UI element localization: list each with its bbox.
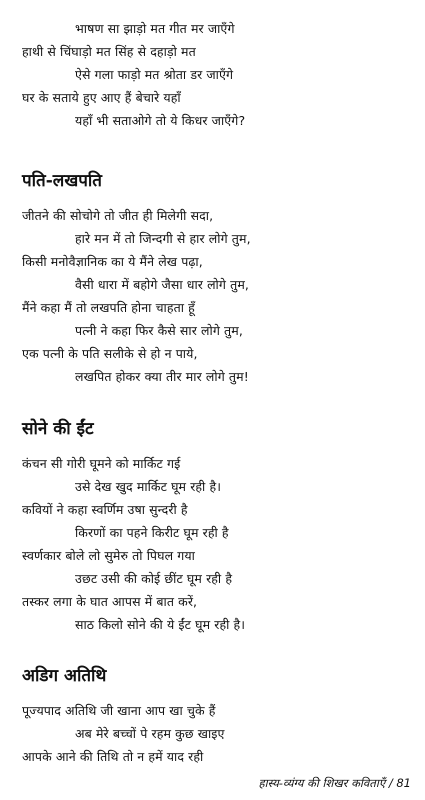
poem-line: लखपित होकर क्या तीर मार लोगे तुम! bbox=[75, 369, 249, 384]
poem-line: आपके आने की तिथि तो न हमें याद रही bbox=[22, 749, 204, 764]
poem-line: ऐसे गला फाड़ो मत श्रोता डर जाएँगे bbox=[75, 67, 234, 82]
poem-line: भाषण सा झाड़ो मत गीत मर जाएँगे bbox=[75, 21, 235, 36]
poem-line: मैंने कहा मैं तो लखपति होना चाहता हूँ bbox=[22, 300, 195, 315]
poem-line: पत्नी ने कहा फिर कैसे सार लोगे तुम, bbox=[75, 323, 243, 338]
poem-line: उछट उसी की कोई छींट घूम रही है bbox=[75, 571, 233, 586]
poem-line: पूज्यपाद अतिथि जी खाना आप खा चुके हैं bbox=[22, 703, 216, 718]
poem-line: उसे देख खुद मार्किट घूम रही है। bbox=[75, 479, 222, 494]
page-footer: हास्य-व्यंग्य की शिखर कविताएँ / 81 bbox=[258, 776, 411, 790]
poem-title: सोने की ईंट bbox=[22, 419, 94, 439]
poem-line: कवियों ने कहा स्वर्णिम उषा सुन्दरी है bbox=[22, 502, 188, 517]
poem-line: किसी मनोवैज्ञानिक का ये मैंने लेख पढ़ा, bbox=[22, 254, 203, 269]
poem-title: अडिग अतिथि bbox=[22, 666, 107, 686]
poem-line: हाथी से चिंघाड़ो मत सिंह से दहाड़ो मत bbox=[22, 44, 196, 59]
poem-line: किरणों का पहने किरीट घूम रही है bbox=[75, 525, 229, 540]
poem-line: कंचन सी गोरी घूमने को मार्किट गई bbox=[22, 456, 181, 471]
poem-line: जीतने की सोचोगे तो जीत ही मिलेगी सदा, bbox=[22, 208, 214, 223]
poem-line: अब मेरे बच्चों पे रहम कुछ खाइए bbox=[75, 726, 225, 741]
poem-line: वैसी धारा में बहोगे जैसा धार लोगे तुम, bbox=[75, 277, 249, 292]
poem-line: घर के सताये हुए आए हैं बेचारे यहाँ bbox=[22, 90, 181, 105]
poem-line: हारे मन में तो जिन्दगी से हार लोगे तुम, bbox=[75, 231, 251, 246]
poem-line: एक पत्नी के पति सलीके से हो न पाये, bbox=[22, 346, 198, 361]
poem-line: स्वर्णकार बोले लो सुमेरु तो पिघल गया bbox=[22, 548, 195, 563]
poem-title: पति-लखपति bbox=[22, 171, 102, 191]
poem-line: यहाँ भी सताओगे तो ये किधर जाएँगे? bbox=[75, 113, 246, 128]
poem-line: तस्कर लगा के घात आपस में बात करें, bbox=[22, 594, 198, 609]
poem-line: साठ किलो सोने की ये ईंट घूम रही है। bbox=[75, 617, 246, 632]
